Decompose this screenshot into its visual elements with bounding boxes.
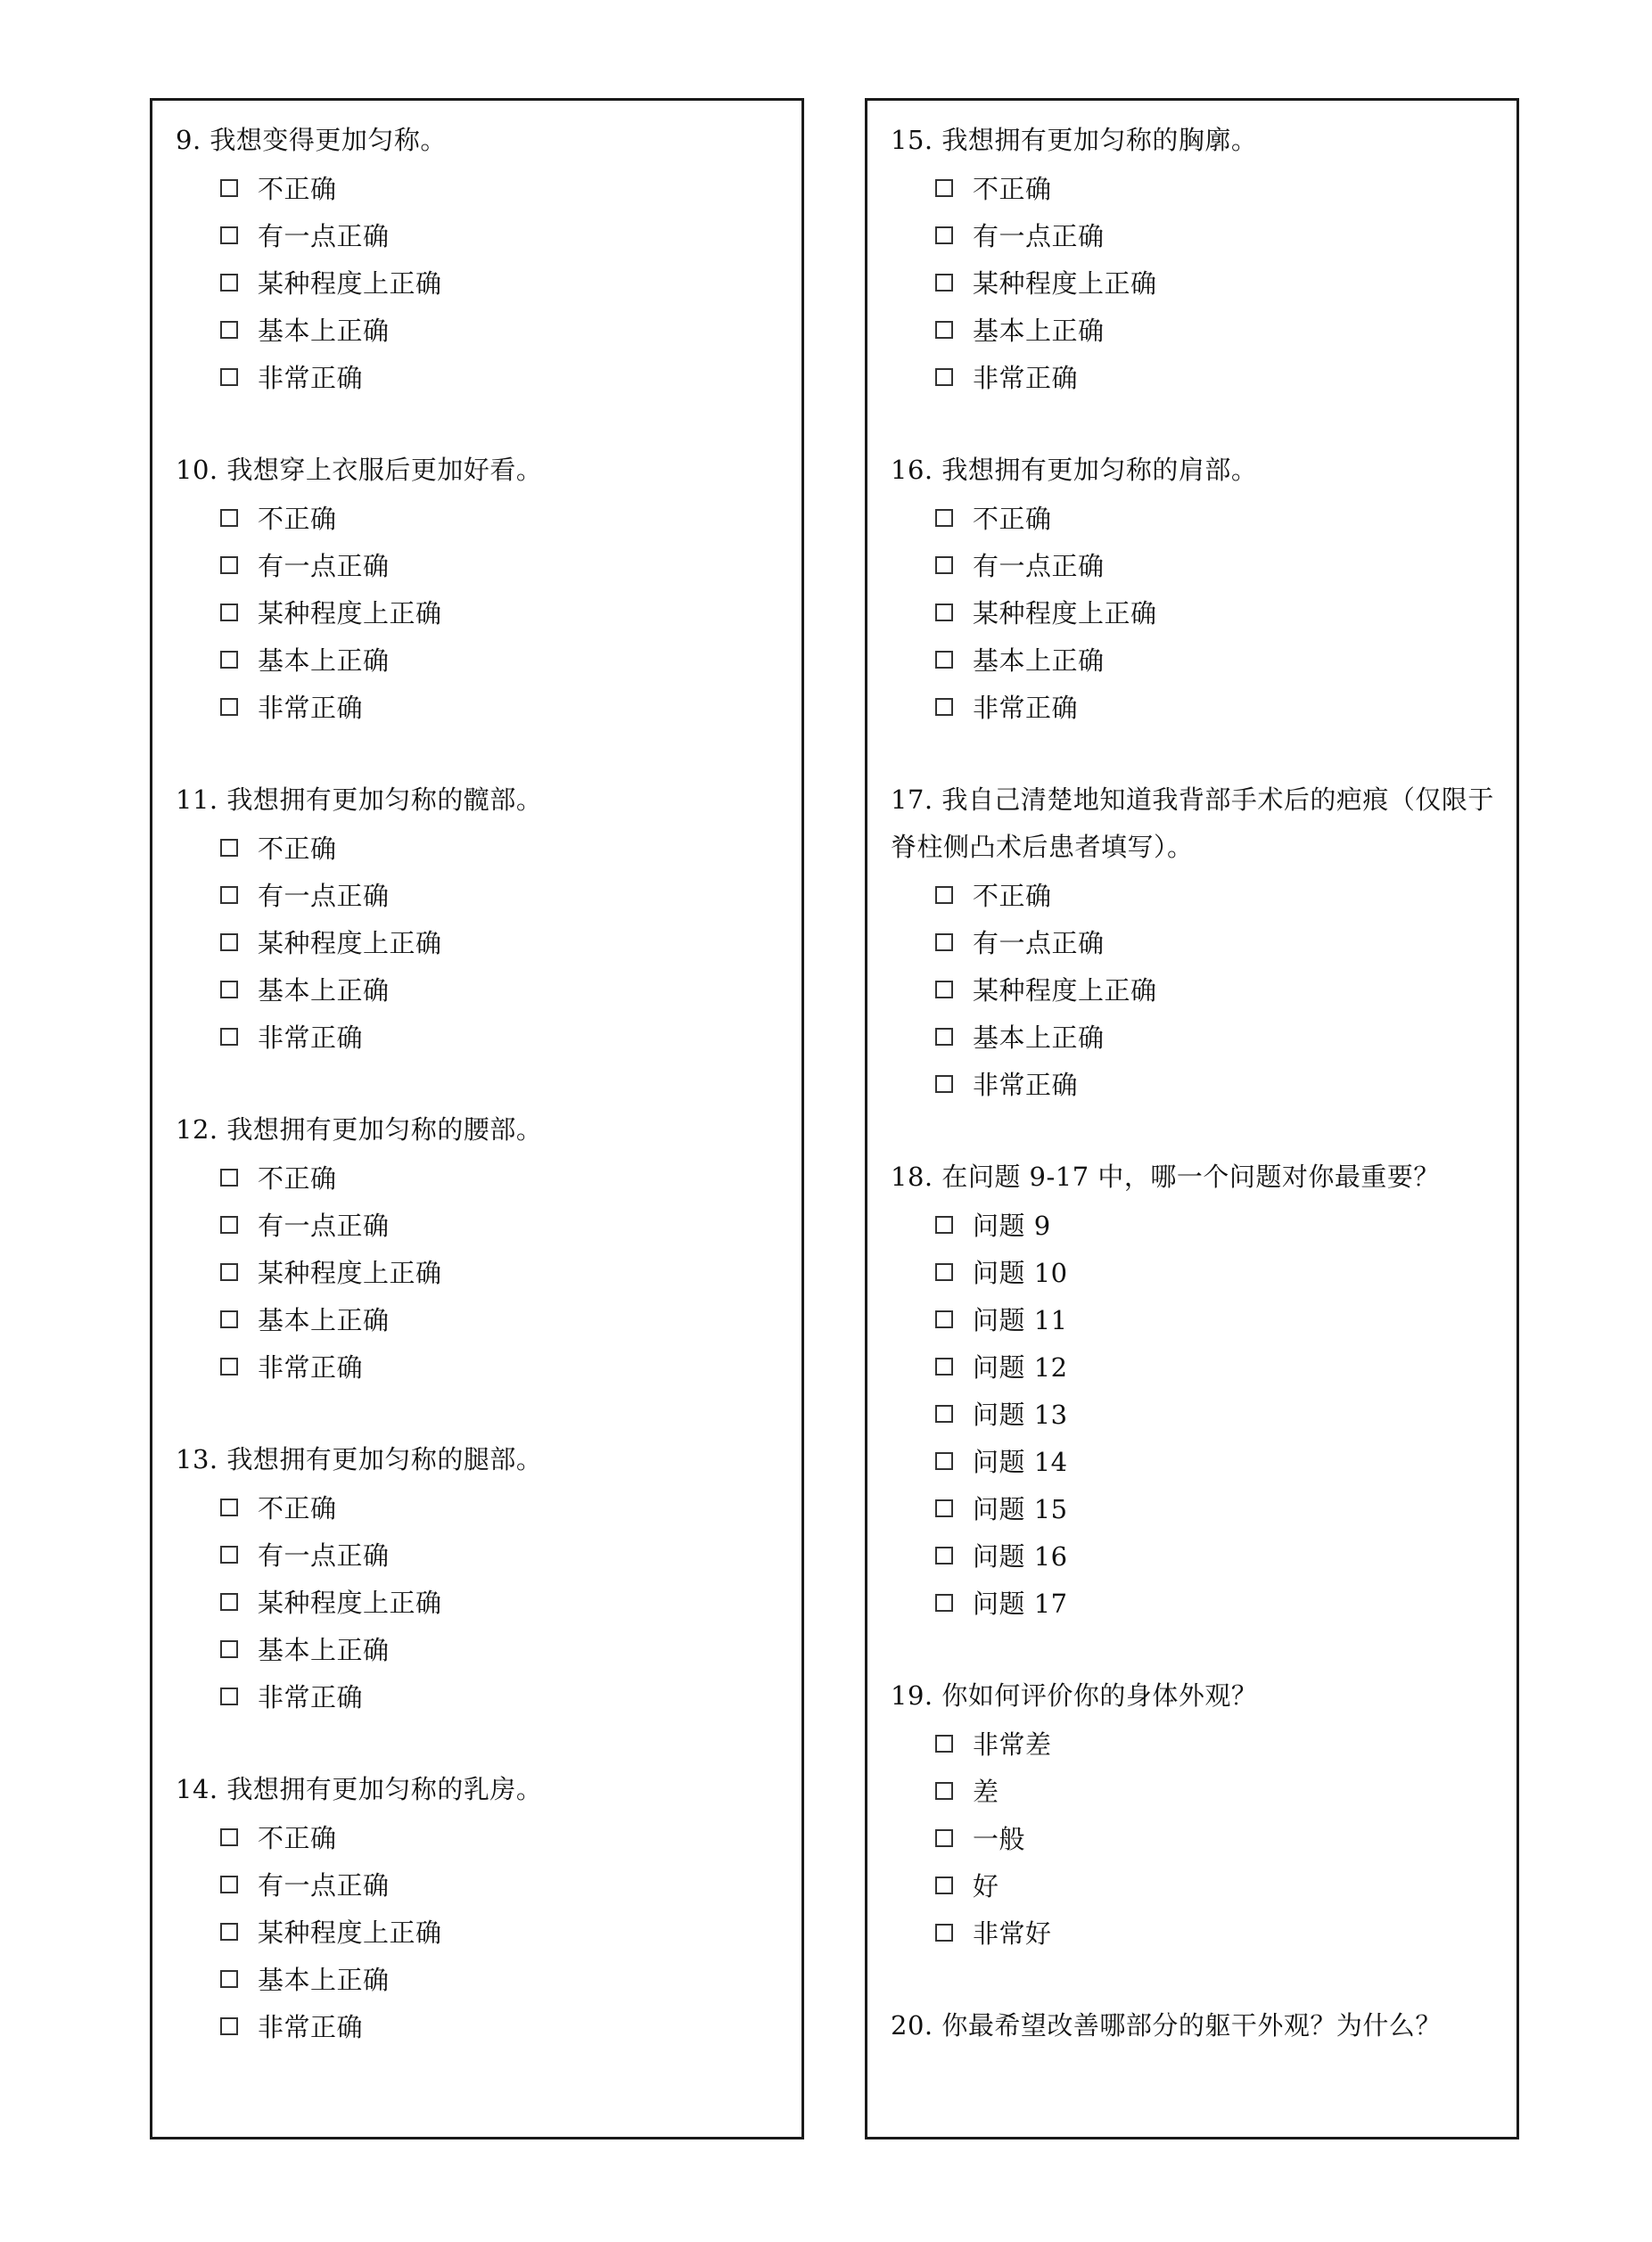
checkbox[interactable] xyxy=(220,2017,238,2035)
answer-option-label: 非常正确 xyxy=(973,693,1079,723)
checkbox[interactable] xyxy=(935,981,953,998)
checkbox[interactable] xyxy=(220,179,238,197)
checkbox[interactable] xyxy=(935,651,953,669)
answer-option[interactable] xyxy=(176,588,801,636)
checkbox[interactable] xyxy=(935,933,953,951)
answer-option-label: 某种程度上正确 xyxy=(973,268,1157,299)
answer-option-label: 问题 16 xyxy=(973,1541,1068,1572)
answer-option[interactable] xyxy=(176,1483,801,1531)
checkbox[interactable] xyxy=(935,274,953,292)
question-title: 16. 我想拥有更加匀称的肩部。 xyxy=(891,455,1258,485)
answer-option-label: 问题 10 xyxy=(973,1258,1068,1288)
checkbox[interactable] xyxy=(935,1547,953,1564)
checkbox[interactable] xyxy=(935,556,953,574)
checkbox[interactable] xyxy=(220,1028,238,1046)
answer-option[interactable] xyxy=(891,636,1516,683)
checkbox[interactable] xyxy=(220,1640,238,1658)
answer-option-label: 有一点正确 xyxy=(973,928,1105,958)
checkbox[interactable] xyxy=(935,1075,953,1093)
answer-options xyxy=(891,1201,1516,1626)
checkbox[interactable] xyxy=(935,321,953,339)
answer-option-label: 问题 9 xyxy=(973,1211,1051,1241)
checkbox[interactable] xyxy=(220,839,238,857)
answer-option[interactable] xyxy=(176,1154,801,1201)
answer-option-label: 非常正确 xyxy=(258,1022,364,1053)
checkbox[interactable] xyxy=(935,1216,953,1234)
answer-option[interactable] xyxy=(176,1013,801,1060)
question-title: 13. 我想拥有更加匀称的腿部。 xyxy=(176,1444,543,1474)
checkbox[interactable] xyxy=(220,556,238,574)
checkbox[interactable] xyxy=(935,1924,953,1942)
answer-option[interactable] xyxy=(891,1909,1516,1956)
answer-option[interactable] xyxy=(891,1343,1516,1390)
checkbox[interactable] xyxy=(220,604,238,621)
answer-option[interactable] xyxy=(891,164,1516,211)
question xyxy=(891,2002,1516,2049)
answer-option[interactable] xyxy=(891,1201,1516,1248)
answer-option-label: 某种程度上正确 xyxy=(258,598,442,628)
checkbox[interactable] xyxy=(220,886,238,904)
answer-option[interactable] xyxy=(891,494,1516,541)
answer-option-label: 有一点正确 xyxy=(258,221,390,251)
answer-option-label: 某种程度上正确 xyxy=(258,928,442,958)
checkbox[interactable] xyxy=(220,509,238,527)
answer-option-label: 基本上正确 xyxy=(258,1635,390,1665)
answer-option[interactable] xyxy=(176,494,801,541)
answer-option-label: 非常正确 xyxy=(258,693,364,723)
checkbox[interactable] xyxy=(935,1877,953,1894)
checkbox[interactable] xyxy=(220,651,238,669)
answer-options xyxy=(176,824,801,1060)
answer-option[interactable] xyxy=(176,636,801,683)
answer-option-label: 非常差 xyxy=(973,1729,1052,1760)
answer-option[interactable] xyxy=(891,353,1516,400)
question xyxy=(176,1436,801,1720)
answer-option-label: 基本上正确 xyxy=(258,1965,390,1995)
answer-options xyxy=(176,1154,801,1390)
answer-option-label: 非常正确 xyxy=(973,1070,1079,1100)
answer-option-label: 一般 xyxy=(973,1824,1026,1854)
answer-options xyxy=(891,1720,1516,1956)
question xyxy=(891,117,1516,400)
answer-option[interactable] xyxy=(176,1813,801,1860)
answer-options xyxy=(176,1483,801,1720)
answer-option-label: 不正确 xyxy=(258,1823,337,1853)
answer-option-label: 基本上正确 xyxy=(973,645,1105,676)
checkbox[interactable] xyxy=(220,368,238,386)
checkbox[interactable] xyxy=(935,179,953,197)
answer-option-label: 问题 14 xyxy=(973,1447,1068,1477)
answer-option-label: 非常正确 xyxy=(258,363,364,393)
answer-option-label: 基本上正确 xyxy=(973,1022,1105,1053)
answer-option[interactable] xyxy=(891,1484,1516,1532)
question xyxy=(176,1766,801,2049)
answer-option[interactable] xyxy=(891,306,1516,353)
answer-option[interactable] xyxy=(891,871,1516,918)
answer-option[interactable] xyxy=(891,1390,1516,1437)
questionnaire-panel-right xyxy=(865,98,1519,2139)
answer-option[interactable] xyxy=(891,1060,1516,1107)
answer-option[interactable] xyxy=(891,683,1516,730)
answer-option[interactable] xyxy=(176,1248,801,1295)
checkbox[interactable] xyxy=(935,1358,953,1376)
question xyxy=(176,1106,801,1390)
answer-option[interactable] xyxy=(891,1532,1516,1579)
answer-option[interactable] xyxy=(176,306,801,353)
answer-option[interactable] xyxy=(176,918,801,965)
answer-options xyxy=(891,871,1516,1107)
checkbox[interactable] xyxy=(935,1782,953,1800)
answer-option[interactable] xyxy=(176,1343,801,1390)
question-title: 10. 我想穿上衣服后更加好看。 xyxy=(176,455,543,485)
answer-option-label: 基本上正确 xyxy=(258,645,390,676)
question-title: 18. 在问题 9-17 中，哪一个问题对你最重要？ xyxy=(891,1162,1440,1192)
checkbox[interactable] xyxy=(220,1169,238,1187)
checkbox[interactable] xyxy=(935,509,953,527)
question-title: 19. 你如何评价你的身体外观？ xyxy=(891,1680,1258,1711)
question xyxy=(891,1672,1516,1956)
answer-option-label: 基本上正确 xyxy=(258,316,390,346)
answer-option-label: 非常正确 xyxy=(973,363,1079,393)
answer-option[interactable] xyxy=(176,871,801,918)
answer-options xyxy=(891,164,1516,400)
checkbox[interactable] xyxy=(220,321,238,339)
answer-option-label: 基本上正确 xyxy=(258,975,390,1006)
answer-option[interactable] xyxy=(891,1295,1516,1343)
answer-option[interactable] xyxy=(891,1720,1516,1767)
checkbox[interactable] xyxy=(220,1593,238,1611)
answer-option-label: 问题 13 xyxy=(973,1400,1068,1430)
answer-option[interactable] xyxy=(176,211,801,259)
question xyxy=(176,117,801,400)
question xyxy=(176,447,801,730)
checkbox[interactable] xyxy=(935,1405,953,1423)
answer-option-label: 有一点正确 xyxy=(258,1870,390,1901)
answer-option-label: 基本上正确 xyxy=(973,316,1105,346)
checkbox[interactable] xyxy=(935,698,953,716)
checkbox[interactable] xyxy=(220,1310,238,1328)
checkbox[interactable] xyxy=(220,1876,238,1893)
answer-option-label: 不正确 xyxy=(258,174,337,204)
answer-option-label: 不正确 xyxy=(258,1163,337,1194)
checkbox[interactable] xyxy=(220,1923,238,1941)
answer-option-label: 有一点正确 xyxy=(258,881,390,911)
checkbox[interactable] xyxy=(935,368,953,386)
answer-option-label: 问题 11 xyxy=(973,1305,1068,1335)
checkbox[interactable] xyxy=(935,1735,953,1753)
answer-option[interactable] xyxy=(891,1248,1516,1295)
answer-option[interactable] xyxy=(176,2002,801,2049)
answer-option[interactable] xyxy=(176,1955,801,2002)
answer-option-label: 非常正确 xyxy=(258,1352,364,1383)
answer-option[interactable] xyxy=(891,588,1516,636)
checkbox[interactable] xyxy=(935,1028,953,1046)
checkbox[interactable] xyxy=(935,226,953,244)
answer-option-label: 非常正确 xyxy=(258,2012,364,2042)
answer-option[interactable] xyxy=(891,1814,1516,1861)
answer-options xyxy=(176,1813,801,2049)
answer-options xyxy=(176,164,801,400)
answer-option-label: 不正确 xyxy=(258,834,337,864)
answer-option-label: 差 xyxy=(973,1777,999,1807)
answer-option[interactable] xyxy=(176,1295,801,1343)
answer-option[interactable] xyxy=(176,1578,801,1625)
answer-option-label: 不正确 xyxy=(973,881,1052,911)
checkbox[interactable] xyxy=(220,698,238,716)
checkbox[interactable] xyxy=(220,933,238,951)
checkbox[interactable] xyxy=(935,886,953,904)
answer-options xyxy=(891,494,1516,730)
answer-options xyxy=(176,494,801,730)
checkbox[interactable] xyxy=(220,1546,238,1564)
answer-option-label: 某种程度上正确 xyxy=(258,268,442,299)
answer-option-label: 问题 12 xyxy=(973,1352,1068,1383)
answer-option[interactable] xyxy=(176,824,801,871)
answer-option[interactable] xyxy=(176,683,801,730)
checkbox[interactable] xyxy=(220,981,238,998)
question xyxy=(176,776,801,1060)
answer-option-label: 不正确 xyxy=(258,1493,337,1523)
answer-option[interactable] xyxy=(891,541,1516,588)
checkbox[interactable] xyxy=(935,1452,953,1470)
question-title: 20. 你最希望改善哪部分的躯干外观？为什么？ xyxy=(891,2010,1442,2041)
question-title: 17. 我自己清楚地知道我背部手术后的疤痕（仅限于脊柱侧凸术后患者填写）。 xyxy=(891,784,1494,862)
answer-option-label: 某种程度上正确 xyxy=(258,1588,442,1618)
answer-option[interactable] xyxy=(891,1861,1516,1909)
answer-option[interactable] xyxy=(176,1860,801,1908)
answer-option[interactable] xyxy=(891,1579,1516,1626)
answer-option[interactable] xyxy=(891,1013,1516,1060)
answer-option-label: 非常好 xyxy=(973,1918,1052,1949)
question-title: 12. 我想拥有更加匀称的腰部。 xyxy=(176,1114,543,1145)
answer-option[interactable] xyxy=(891,1767,1516,1814)
answer-option-label: 有一点正确 xyxy=(258,1211,390,1241)
answer-option[interactable] xyxy=(176,164,801,211)
question xyxy=(891,776,1516,1107)
answer-option[interactable] xyxy=(176,1531,801,1578)
question-title: 15. 我想拥有更加匀称的胸廓。 xyxy=(891,125,1258,155)
answer-option-label: 有一点正确 xyxy=(258,1540,390,1571)
answer-option[interactable] xyxy=(176,1625,801,1672)
checkbox[interactable] xyxy=(220,1828,238,1846)
checkbox[interactable] xyxy=(935,1594,953,1612)
checkbox[interactable] xyxy=(220,1216,238,1234)
answer-option-label: 某种程度上正确 xyxy=(258,1918,442,1948)
checkbox[interactable] xyxy=(935,1499,953,1517)
answer-option[interactable] xyxy=(176,1201,801,1248)
checkbox[interactable] xyxy=(220,274,238,292)
answer-option-label: 有一点正确 xyxy=(973,551,1105,581)
checkbox[interactable] xyxy=(935,1829,953,1847)
answer-option[interactable] xyxy=(891,1437,1516,1484)
answer-option-label: 有一点正确 xyxy=(973,221,1105,251)
answer-option[interactable] xyxy=(176,965,801,1013)
checkbox[interactable] xyxy=(935,1310,953,1328)
answer-option-label: 某种程度上正确 xyxy=(973,975,1157,1006)
answer-option-label: 好 xyxy=(973,1871,999,1901)
answer-option[interactable] xyxy=(891,211,1516,259)
answer-option[interactable] xyxy=(176,1672,801,1720)
answer-option-label: 基本上正确 xyxy=(258,1305,390,1335)
checkbox[interactable] xyxy=(935,1263,953,1281)
answer-option-label: 不正确 xyxy=(973,504,1052,534)
checkbox[interactable] xyxy=(220,1263,238,1281)
question-title: 11. 我想拥有更加匀称的髋部。 xyxy=(176,784,543,815)
questionnaire-panel-left xyxy=(150,98,804,2139)
answer-option-label: 问题 17 xyxy=(973,1589,1068,1619)
checkbox[interactable] xyxy=(220,1970,238,1988)
answer-option[interactable] xyxy=(176,1908,801,1955)
answer-option[interactable] xyxy=(176,353,801,400)
answer-option-label: 有一点正确 xyxy=(258,551,390,581)
answer-option-label: 问题 15 xyxy=(973,1494,1068,1524)
answer-option-label: 不正确 xyxy=(973,174,1052,204)
answer-option[interactable] xyxy=(176,259,801,306)
checkbox[interactable] xyxy=(220,226,238,244)
checkbox[interactable] xyxy=(935,604,953,621)
answer-option[interactable] xyxy=(176,541,801,588)
question-title: 14. 我想拥有更加匀称的乳房。 xyxy=(176,1774,543,1804)
question-title: 9. 我想变得更加匀称。 xyxy=(176,125,447,155)
answer-option[interactable] xyxy=(891,259,1516,306)
answer-option-label: 某种程度上正确 xyxy=(258,1258,442,1288)
checkbox[interactable] xyxy=(220,1688,238,1705)
answer-option[interactable] xyxy=(891,965,1516,1013)
question xyxy=(891,1154,1516,1626)
question xyxy=(891,447,1516,730)
answer-option-label: 某种程度上正确 xyxy=(973,598,1157,628)
answer-option[interactable] xyxy=(891,918,1516,965)
checkbox[interactable] xyxy=(220,1358,238,1376)
answer-option-label: 非常正确 xyxy=(258,1682,364,1712)
checkbox[interactable] xyxy=(220,1499,238,1516)
answer-option-label: 不正确 xyxy=(258,504,337,534)
